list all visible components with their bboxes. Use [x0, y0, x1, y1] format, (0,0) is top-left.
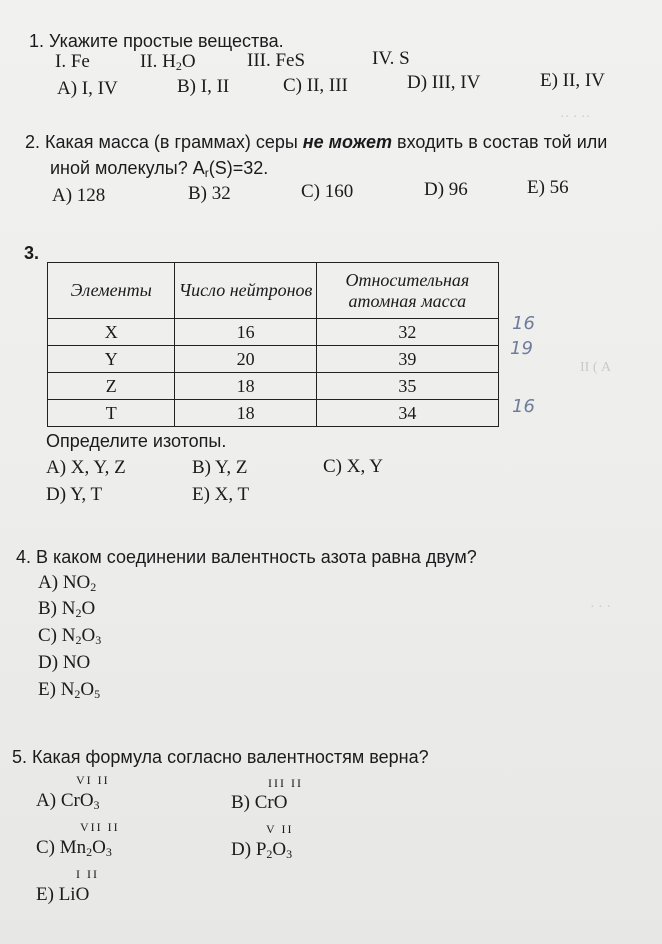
q2-option-e[interactable]: E) 56 — [527, 177, 569, 198]
q5-b-valences: III II — [268, 776, 303, 790]
q5-d-valences: V II — [266, 822, 294, 836]
table-header-mass: Относительная атомная масса — [316, 263, 498, 319]
q4-option-c[interactable]: C) $N_2O_3$ — [38, 625, 102, 647]
q1-item-iii: III. FeS — [247, 50, 306, 71]
q2-option-a[interactable]: A) 128 — [52, 185, 106, 206]
table-cell: 32 — [316, 319, 498, 346]
question-1-title: 1. Укажите простые вещества. — [29, 31, 284, 51]
q5-option-b[interactable]: B) CrO — [231, 792, 288, 813]
q3-option-b[interactable]: B) Y, Z — [192, 457, 248, 478]
q5-option-d[interactable]: D) $P_2O_3$ — [231, 839, 293, 861]
bleed-through-text: ·· · ·· — [560, 110, 591, 125]
q2-option-c[interactable]: C) 160 — [301, 181, 354, 202]
q1-option-e[interactable]: E) II, IV — [540, 70, 605, 91]
table-header-neutrons: Число нейтронов — [175, 263, 316, 319]
q2-option-d[interactable]: D) 96 — [424, 179, 468, 200]
q5-a-valences: VI II — [76, 773, 110, 787]
handwritten-note: 16 — [512, 313, 535, 334]
q1-option-d[interactable]: D) III, IV — [407, 72, 481, 93]
table-cell: T — [48, 400, 175, 427]
table-cell: 18 — [175, 373, 316, 400]
table-row — [48, 319, 499, 346]
handwritten-note: 19 — [510, 338, 533, 359]
q5-option-e[interactable]: E) LiO — [36, 884, 90, 905]
q5-e-valences: I II — [76, 867, 99, 881]
handwritten-note: 16 — [512, 396, 535, 417]
bleed-through-text: ІІ ( А — [580, 360, 612, 375]
q1-option-b[interactable]: B) I, II — [177, 76, 230, 97]
table-row — [48, 346, 499, 373]
q1-item-i: I. Fe — [55, 51, 90, 72]
q2-option-b[interactable]: B) 32 — [188, 183, 231, 204]
table-cell: X — [48, 319, 175, 346]
isotope-table — [47, 262, 499, 427]
q4-option-a[interactable]: A) $NO_2$ — [38, 572, 97, 594]
q4-option-e[interactable]: E) $N_2O_5$ — [38, 679, 101, 701]
question-2-line-1: 2. Какая масса (в граммах) серы не может входить в состав той или — [25, 132, 608, 152]
q5-option-a[interactable]: A) CrO$_3$ — [36, 790, 100, 812]
table-cell: 16 — [175, 319, 316, 346]
q1-item-iv: IV. S — [372, 48, 410, 69]
q1-item-ii: II. $H_2O$ — [140, 51, 196, 73]
q4-option-b[interactable]: B) $N_2O$ — [38, 598, 96, 620]
question-4-title: 4. В каком соединении валентность азота равна двум? — [16, 547, 477, 567]
question-5-title: 5. Какая формула согласно валентностям верна? — [12, 747, 429, 767]
bleed-through-text: · · · — [590, 600, 611, 615]
question-3-number: 3. — [24, 243, 40, 263]
table-row — [48, 400, 499, 427]
q1-option-c[interactable]: C) II, III — [283, 75, 348, 96]
q4-option-d[interactable]: D) NO — [38, 652, 91, 673]
table-cell: Y — [48, 346, 175, 373]
question-3-prompt: Определите изотопы. — [46, 431, 227, 451]
q5-option-c[interactable]: C) $Mn_2O_3$ — [36, 837, 112, 859]
table-cell: 39 — [316, 346, 498, 373]
table-row — [48, 373, 499, 400]
table-cell: 18 — [175, 400, 316, 427]
q1-option-a[interactable]: A) I, IV — [57, 78, 118, 99]
question-2-line-2: иной молекулы? $A_r(S)=32$. — [50, 158, 269, 180]
table-cell: 20 — [175, 346, 316, 373]
table-cell: Z — [48, 373, 175, 400]
q3-option-a[interactable]: A) X, Y, Z — [46, 457, 126, 478]
q3-option-e[interactable]: E) X, T — [192, 484, 250, 505]
table-cell: 35 — [316, 373, 498, 400]
q3-option-d[interactable]: D) Y, T — [46, 484, 103, 505]
table-header-elements: Элементы — [48, 263, 175, 319]
q5-c-valences: VII II — [80, 820, 120, 834]
q3-option-c[interactable]: C) X, Y — [323, 456, 383, 477]
table-cell: 34 — [316, 400, 498, 427]
